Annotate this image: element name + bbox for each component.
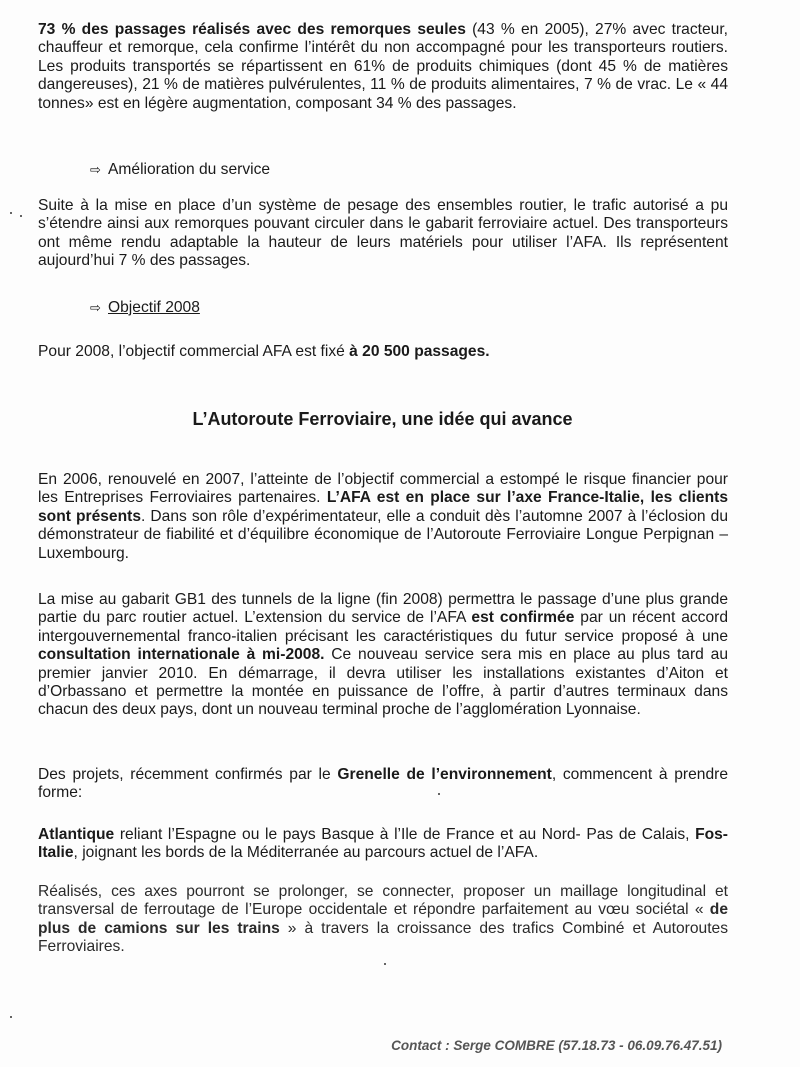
paragraph-projets	[38, 766, 728, 803]
scan-speck	[20, 215, 22, 217]
realises-text-c: » à travers la croissance des trafics Combiné et Autoroutes Ferroviaires.	[38, 919, 728, 956]
heading-objectif-2008	[90, 299, 200, 318]
pesage-text: Suite à la mise en place d’un système de pesage des ensembles routier, le trafic autorisé a pu s’étendre ainsi aux remorques pouvant circuler dans le gabarit ferroviaire actuel. Des transporteurs ont même rendu adaptable la hauteur de leurs matériels pour utiliser l’AFA. Ils représentent aujourd’hui 7 % des passages.	[38, 197, 728, 270]
objectif-highlight: à 20 500 passages.	[349, 343, 490, 360]
gabarit-highlight-confirmee: est confirmée	[471, 609, 575, 627]
p2006-text-a: En 2006, renouvelé en 2007, l’atteinte de l’objectif commercial a estompé le risque financier pour les Entreprises Ferroviaires partenaires.	[38, 471, 728, 507]
right-arrow-outline-icon: ⇨	[90, 301, 101, 316]
paragraph-2006	[38, 471, 728, 563]
atlantique-text-b: reliant l’Espagne ou le pays Basque à l’Ile de France et au Nord- Pas de Calais,	[114, 826, 696, 843]
heading-objectif-label: Objectif 2008	[108, 299, 200, 316]
contact-footer: Contact : Serge COMBRE (57.18.73 - 06.09.76.47.51)	[391, 1038, 722, 1053]
gabarit-text-c: par un récent accord intergouvernemental franco-italien précisant les caractéristiques du futur service proposé à une	[38, 609, 728, 645]
paragraph-gabarit	[38, 591, 728, 720]
gabarit-highlight-consultation: consultation internationale à mi-2008.	[38, 646, 325, 664]
section-title: L’Autoroute Ferroviaire, une idée qui avance	[192, 409, 573, 429]
scan-speck	[384, 963, 386, 965]
passages-highlight: 73 % des passages réalisés avec des remorques seules	[38, 21, 466, 38]
scan-speck	[438, 793, 440, 795]
paragraph-atlantique	[38, 826, 728, 863]
gabarit-text-a: La mise au gabarit GB1 des tunnels de la ligne (fin 2008) permettra le passage d’une plus grande partie du parc routier actuel. L’extension du service de l’AFA	[38, 591, 728, 627]
realises-text-a: Réalisés, ces axes pourront se prolonger, se connecter, proposer un maillage longitudinal et transversal de ferroutage de l’Europe occidentale et répondre parfaitement au vœu sociétal «	[38, 883, 728, 919]
atlantique-text-d: , joignant les bords de la Méditerranée au parcours actuel de l’AFA.	[73, 844, 539, 862]
p2006-highlight: L’AFA est en place sur l’axe France-Italie, les clients sont présents	[38, 489, 728, 525]
paragraph-realises	[38, 883, 728, 957]
paragraph-passages	[38, 21, 728, 113]
gabarit-text-e: Ce nouveau service sera mis en place au plus tard au premier janvier 2010. En démarrage, il devra utiliser les installations existantes d’Aiton et d’Orbassano et permettre la montée en puissance de l’offre, à partir d’autres terminaux dans chacun des deux pays, dont un nouveau terminal proche de l’agglomération Lyonnaise.	[38, 646, 728, 719]
paragraph-objectif	[38, 343, 728, 361]
scan-speck	[10, 212, 12, 214]
projets-highlight: Grenelle de l’environnement	[337, 766, 552, 783]
heading-amelioration-service	[90, 161, 270, 180]
heading-amelioration-label: Amélioration du service	[108, 161, 271, 178]
fos-italie-highlight: Fos- Italie	[38, 826, 728, 862]
realises-highlight: de plus de camions sur les trains	[38, 901, 728, 937]
objectif-text: Pour 2008, l’objectif commercial AFA est fixé	[38, 343, 350, 360]
scan-speck	[10, 1016, 12, 1018]
projets-text-c: , commencent à prendre forme:	[38, 766, 728, 802]
right-arrow-outline-icon: ⇨	[90, 163, 101, 178]
paragraph-pesage	[38, 197, 728, 271]
p2006-text-c: . Dans son rôle d’expérimentateur, elle a conduit dès l’automne 2007 à l’éclosion du démonstrateur de fiabilité et d’équilibre économique de l’Autoroute Ferroviaire Longue Perpignan – Luxembourg.	[38, 507, 728, 562]
passages-text: (43 % en 2005), 27% avec tracteur, chauffeur et remorque, cela confirme l’intérêt du non accompagné pour les transporteurs routiers. Les produits transportés se répartissent en 61% de produits chimiques (dont 45 % de matières dangereuses), 21 % de matières pulvérulentes, 11 % de produits alimentaires, 7 % de vrac. Le « 44 tonnes» est en légère augmentation, composant 34 % des passages.	[38, 21, 728, 112]
projets-text-a: Des projets, récemment confirmés par le	[38, 766, 338, 783]
atlantique-highlight: Atlantique	[38, 826, 115, 843]
